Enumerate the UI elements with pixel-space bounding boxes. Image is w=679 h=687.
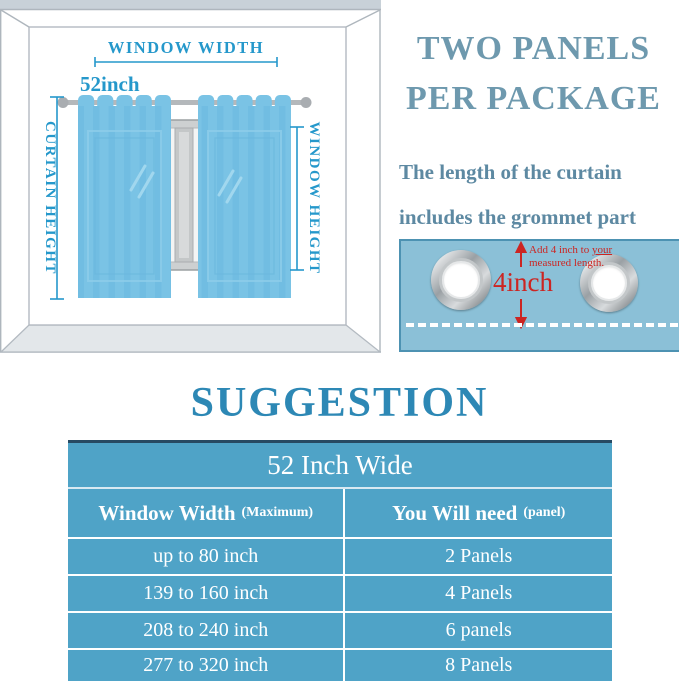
note-line-2: measured length. xyxy=(529,257,605,269)
floor xyxy=(1,325,380,352)
table-row xyxy=(68,613,612,650)
table-row xyxy=(68,539,612,576)
four-inch-measure-label: 4inch xyxy=(493,267,553,297)
add-length-note xyxy=(529,244,612,270)
note-prefix: Add 4 inch to xyxy=(529,244,592,256)
panels-needed-cell: 2 Panels xyxy=(445,545,513,567)
grommet-strip-illustration xyxy=(399,239,679,352)
column-header-you-will-need xyxy=(345,489,612,537)
col2-header-text: You Will need xyxy=(392,500,518,525)
title-line-2: PER PACKAGE xyxy=(406,80,661,117)
window-width-cell: up to 80 inch xyxy=(68,539,345,574)
size-suggestion-table xyxy=(68,440,612,681)
two-panels-title xyxy=(388,24,679,124)
title-line-1: TWO PANELS xyxy=(416,30,651,67)
table-row xyxy=(68,576,612,613)
note-line-1 xyxy=(529,244,612,257)
subtitle-line-1: The length of the curtain xyxy=(399,160,622,184)
curtain-height-label: CURTAIN HEIGHT xyxy=(42,121,58,275)
suggestion-heading: SUGGESTION xyxy=(190,380,489,426)
table-row xyxy=(68,650,612,681)
hem-dashed-line xyxy=(406,323,678,327)
grommet-subtitle xyxy=(399,150,679,240)
width-value-label: 52inch xyxy=(80,72,140,96)
window-width-label: WINDOW WIDTH xyxy=(107,38,265,57)
table-header-row xyxy=(68,489,612,539)
ceiling-band xyxy=(0,0,381,9)
room-diagram xyxy=(0,0,381,358)
window-width-cell: 208 to 240 inch xyxy=(68,613,345,648)
panels-needed-cell: 8 Panels xyxy=(445,654,513,676)
panels-needed-cell: 6 panels xyxy=(445,619,512,641)
column-header-window-width xyxy=(68,489,345,537)
subtitle-line-2: includes the grommet part xyxy=(399,205,636,229)
note-underlined-word: your xyxy=(591,244,613,256)
col2-header-sub: (panel) xyxy=(523,505,566,520)
curtain-panel-left xyxy=(78,95,171,298)
col1-header-text: Window Width xyxy=(98,500,236,525)
curtain-panel-right xyxy=(198,95,291,298)
window-height-label: WINDOW HEIGHT xyxy=(306,121,322,275)
table-title: 52 Inch Wide xyxy=(68,443,612,489)
window-width-cell: 277 to 320 inch xyxy=(68,650,345,681)
col1-header-sub: (Maximum) xyxy=(241,505,314,520)
panels-needed-cell: 4 Panels xyxy=(445,582,513,604)
window-width-cell: 139 to 160 inch xyxy=(68,576,345,611)
